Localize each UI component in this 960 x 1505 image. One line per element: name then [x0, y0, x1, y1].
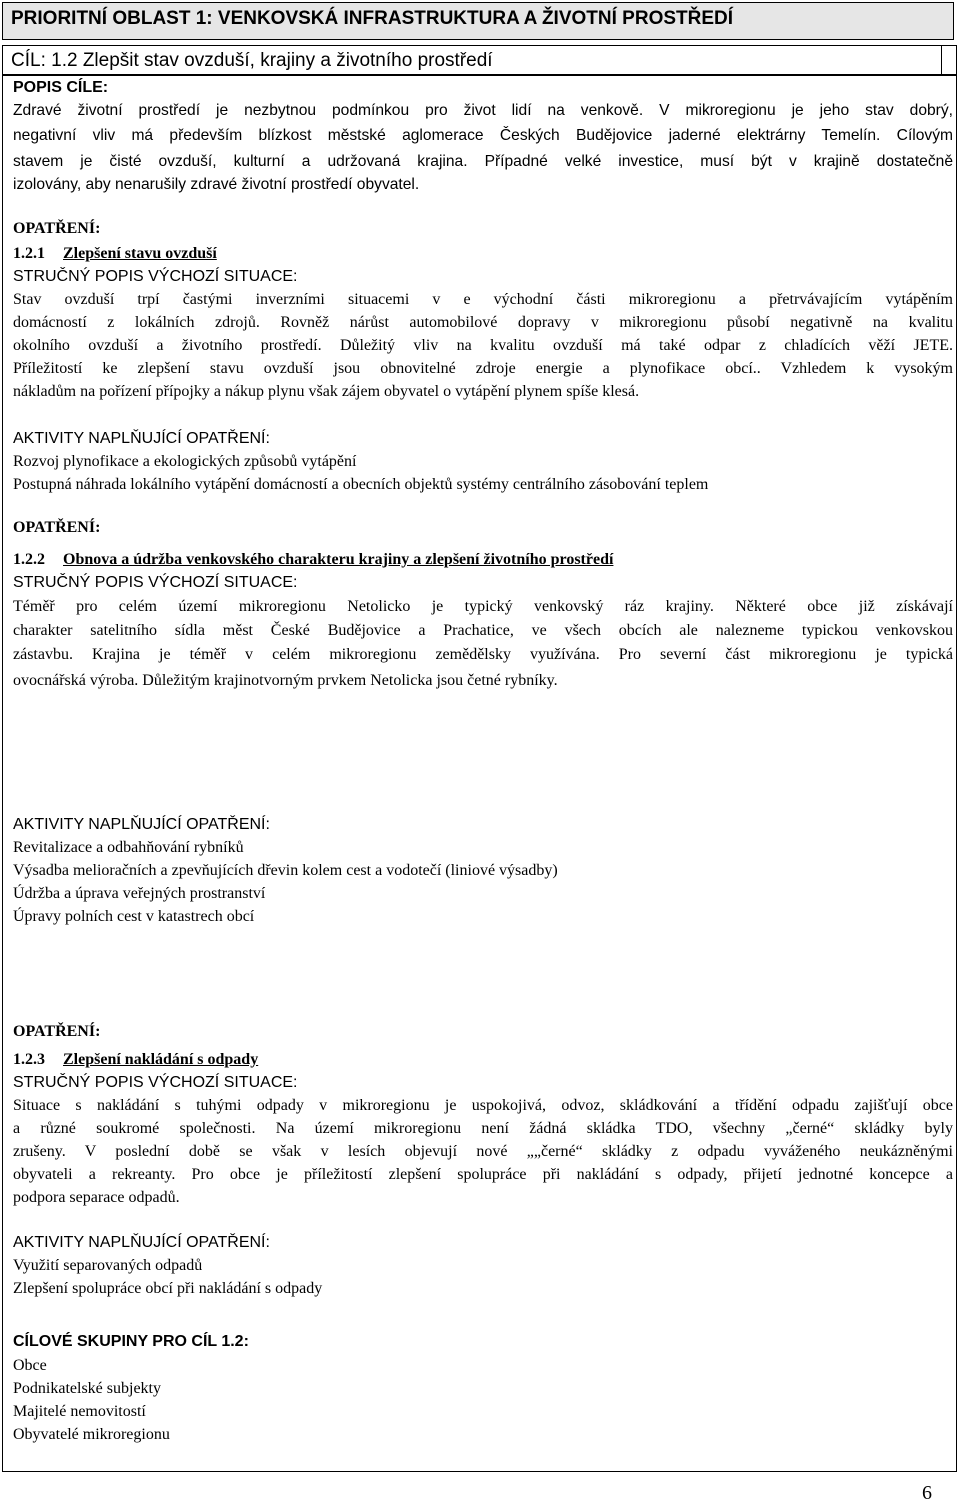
- situation-line: domácností z lokálních zdrojů. Rovněž nárůst automobilové dopravy v mikroregionu působí negativně na kvalitu: [13, 314, 953, 331]
- target-group-item: Majitelé nemovitostí: [13, 1403, 146, 1420]
- situation-line: obyvateli a rekreanty. Pro obce je příležitostí zlepšení spolupráce při nakládání s odpady, přijetí jednotné koncepce a: [13, 1166, 953, 1183]
- measure-number: 1.2.3: [13, 1051, 45, 1068]
- measure-title: Zlepšení stavu ovzduší: [63, 245, 217, 262]
- situation-line: podpora separace odpadů.: [13, 1189, 180, 1206]
- page-number: 6: [922, 1482, 932, 1504]
- situation-line: charakter satelitního sídla měst České Budějovice a Prachatice, ve všech obcích ale nalezneme typickou venkovskou: [13, 622, 953, 639]
- description-line: Zdravé životní prostředí je nezbytnou podmínkou pro život lidí na venkově. V mikroregionu je jeho stav dobrý,: [13, 102, 953, 119]
- goal-row: [2, 45, 957, 75]
- activity-item: Využití separovaných odpadů: [13, 1257, 203, 1274]
- activities-heading: AKTIVITY NAPLŇUJÍCÍ OPATŘENÍ:: [13, 816, 270, 833]
- situation-line: ovocnářská výroba. Důležitým krajinotvorným prvkem Netolicka jsou četné rybníky.: [13, 672, 558, 689]
- activities-heading: AKTIVITY NAPLŇUJÍCÍ OPATŘENÍ:: [13, 1234, 270, 1251]
- situation-heading: STRUČNÝ POPIS VÝCHOZÍ SITUACE:: [13, 1074, 298, 1091]
- measure-label: OPATŘENÍ:: [13, 220, 101, 237]
- situation-line: nákladům na pořízení přípojky a nákup plynu však zájem obyvatel o vytápění plynem spíše klesá.: [13, 383, 640, 400]
- description-line: stavem je čisté ovzduší, kulturní a udržovaná krajina. Případné velké investice, musí být v krajině dostatečně: [13, 153, 953, 170]
- activity-item: Postupná náhrada lokálního vytápění domácností a obecních objektů systémy centrálního zásobování teplem: [13, 476, 709, 493]
- target-group-item: Obce: [13, 1357, 47, 1374]
- description-line: izolovány, aby nenarušily zdravé životní prostředí obyvatel.: [13, 176, 420, 193]
- goal-description-heading: POPIS CÍLE:: [13, 79, 109, 96]
- situation-line: Situace s nakládání s tuhými odpady v mikroregionu je uspokojivá, odvoz, skládkování a třídění odpadu zajišťují obce: [13, 1097, 953, 1114]
- priority-area-header: [2, 2, 954, 40]
- measure-heading: [13, 243, 217, 265]
- target-group-item: Podnikatelské subjekty: [13, 1380, 161, 1397]
- priority-area-title: PRIORITNÍ OBLAST 1: VENKOVSKÁ INFRASTRUKTURA A ŽIVOTNÍ PROSTŘEDÍ: [11, 8, 734, 29]
- activity-item: Zlepšení spolupráce obcí při nakládání s odpady: [13, 1280, 323, 1297]
- content-box: [2, 75, 957, 1472]
- measure-number: 1.2.1: [13, 245, 45, 262]
- measure-label: OPATŘENÍ:: [13, 519, 101, 536]
- activity-item: Rozvoj plynofikace a ekologických způsobů vytápění: [13, 453, 357, 470]
- target-group-item: Obyvatelé mikroregionu: [13, 1426, 170, 1443]
- measure-heading: [13, 1049, 258, 1071]
- situation-line: zástavbu. Krajina je téměř v celém mikroregionu zemědělsky využívána. Pro severní část mikroregionu je typická: [13, 646, 953, 663]
- measure-title: Obnova a údržba venkovského charakteru krajiny a zlepšení životního prostředí: [63, 551, 614, 568]
- situation-line: a různé soukromé společnosti. Na území mikroregionu není žádná skládka TDO, všechny „černé“ skládky byly: [13, 1120, 953, 1137]
- situation-line: Stav ovzduší trpí častými inverzními situacemi v e východní části mikroregionu a přetrvávajícím vytápěním: [13, 291, 953, 308]
- target-groups-heading: CÍLOVÉ SKUPINY PRO CÍL 1.2:: [13, 1333, 249, 1350]
- measure-label: OPATŘENÍ:: [13, 1023, 101, 1040]
- situation-line: zrušeny. V poslední době se však v lesích objevují nové „„černé“ skládky z odpadu vyváženého neukázněnými: [13, 1143, 953, 1160]
- activity-item: Údržba a úprava veřejných prostranství: [13, 885, 266, 902]
- goal-title: CÍL: 1.2 Zlepšit stav ovzduší, krajiny a životního prostředí: [11, 50, 493, 71]
- activity-item: Výsadba melioračních a zpevňujících dřevin kolem cest a vodotečí (liniové výsadby): [13, 862, 558, 879]
- description-line: negativní vliv má především blízkost městské aglomerace Českých Budějovice jaderné elektrárny Temelín. Cílovým: [13, 127, 953, 144]
- activities-heading: AKTIVITY NAPLŇUJÍCÍ OPATŘENÍ:: [13, 430, 270, 447]
- situation-line: Téměř pro celém území mikroregionu Netolicko je typický venkovský ráz krajiny. Některé obce již získávají: [13, 598, 953, 615]
- situation-heading: STRUČNÝ POPIS VÝCHOZÍ SITUACE:: [13, 268, 298, 285]
- activity-item: Úpravy polních cest v katastrech obcí: [13, 908, 255, 925]
- goal-row-cell: [941, 46, 956, 74]
- measure-heading: [13, 549, 613, 571]
- measure-title: Zlepšení nakládání s odpady: [63, 1051, 259, 1068]
- activity-item: Revitalizace a odbahňování rybníků: [13, 839, 244, 856]
- situation-heading: STRUČNÝ POPIS VÝCHOZÍ SITUACE:: [13, 574, 298, 591]
- measure-number: 1.2.2: [13, 551, 45, 568]
- situation-line: okolního ovzduší a životního prostředí. Důležitý vliv na kvalitu ovzduší má také odpar z chladících věží JETE.: [13, 337, 953, 354]
- situation-line: Příležitostí ke zlepšení stavu ovzduší jsou obnovitelné zdroje energie a plynofikace obcí.. Vzhledem k vysokým: [13, 360, 953, 377]
